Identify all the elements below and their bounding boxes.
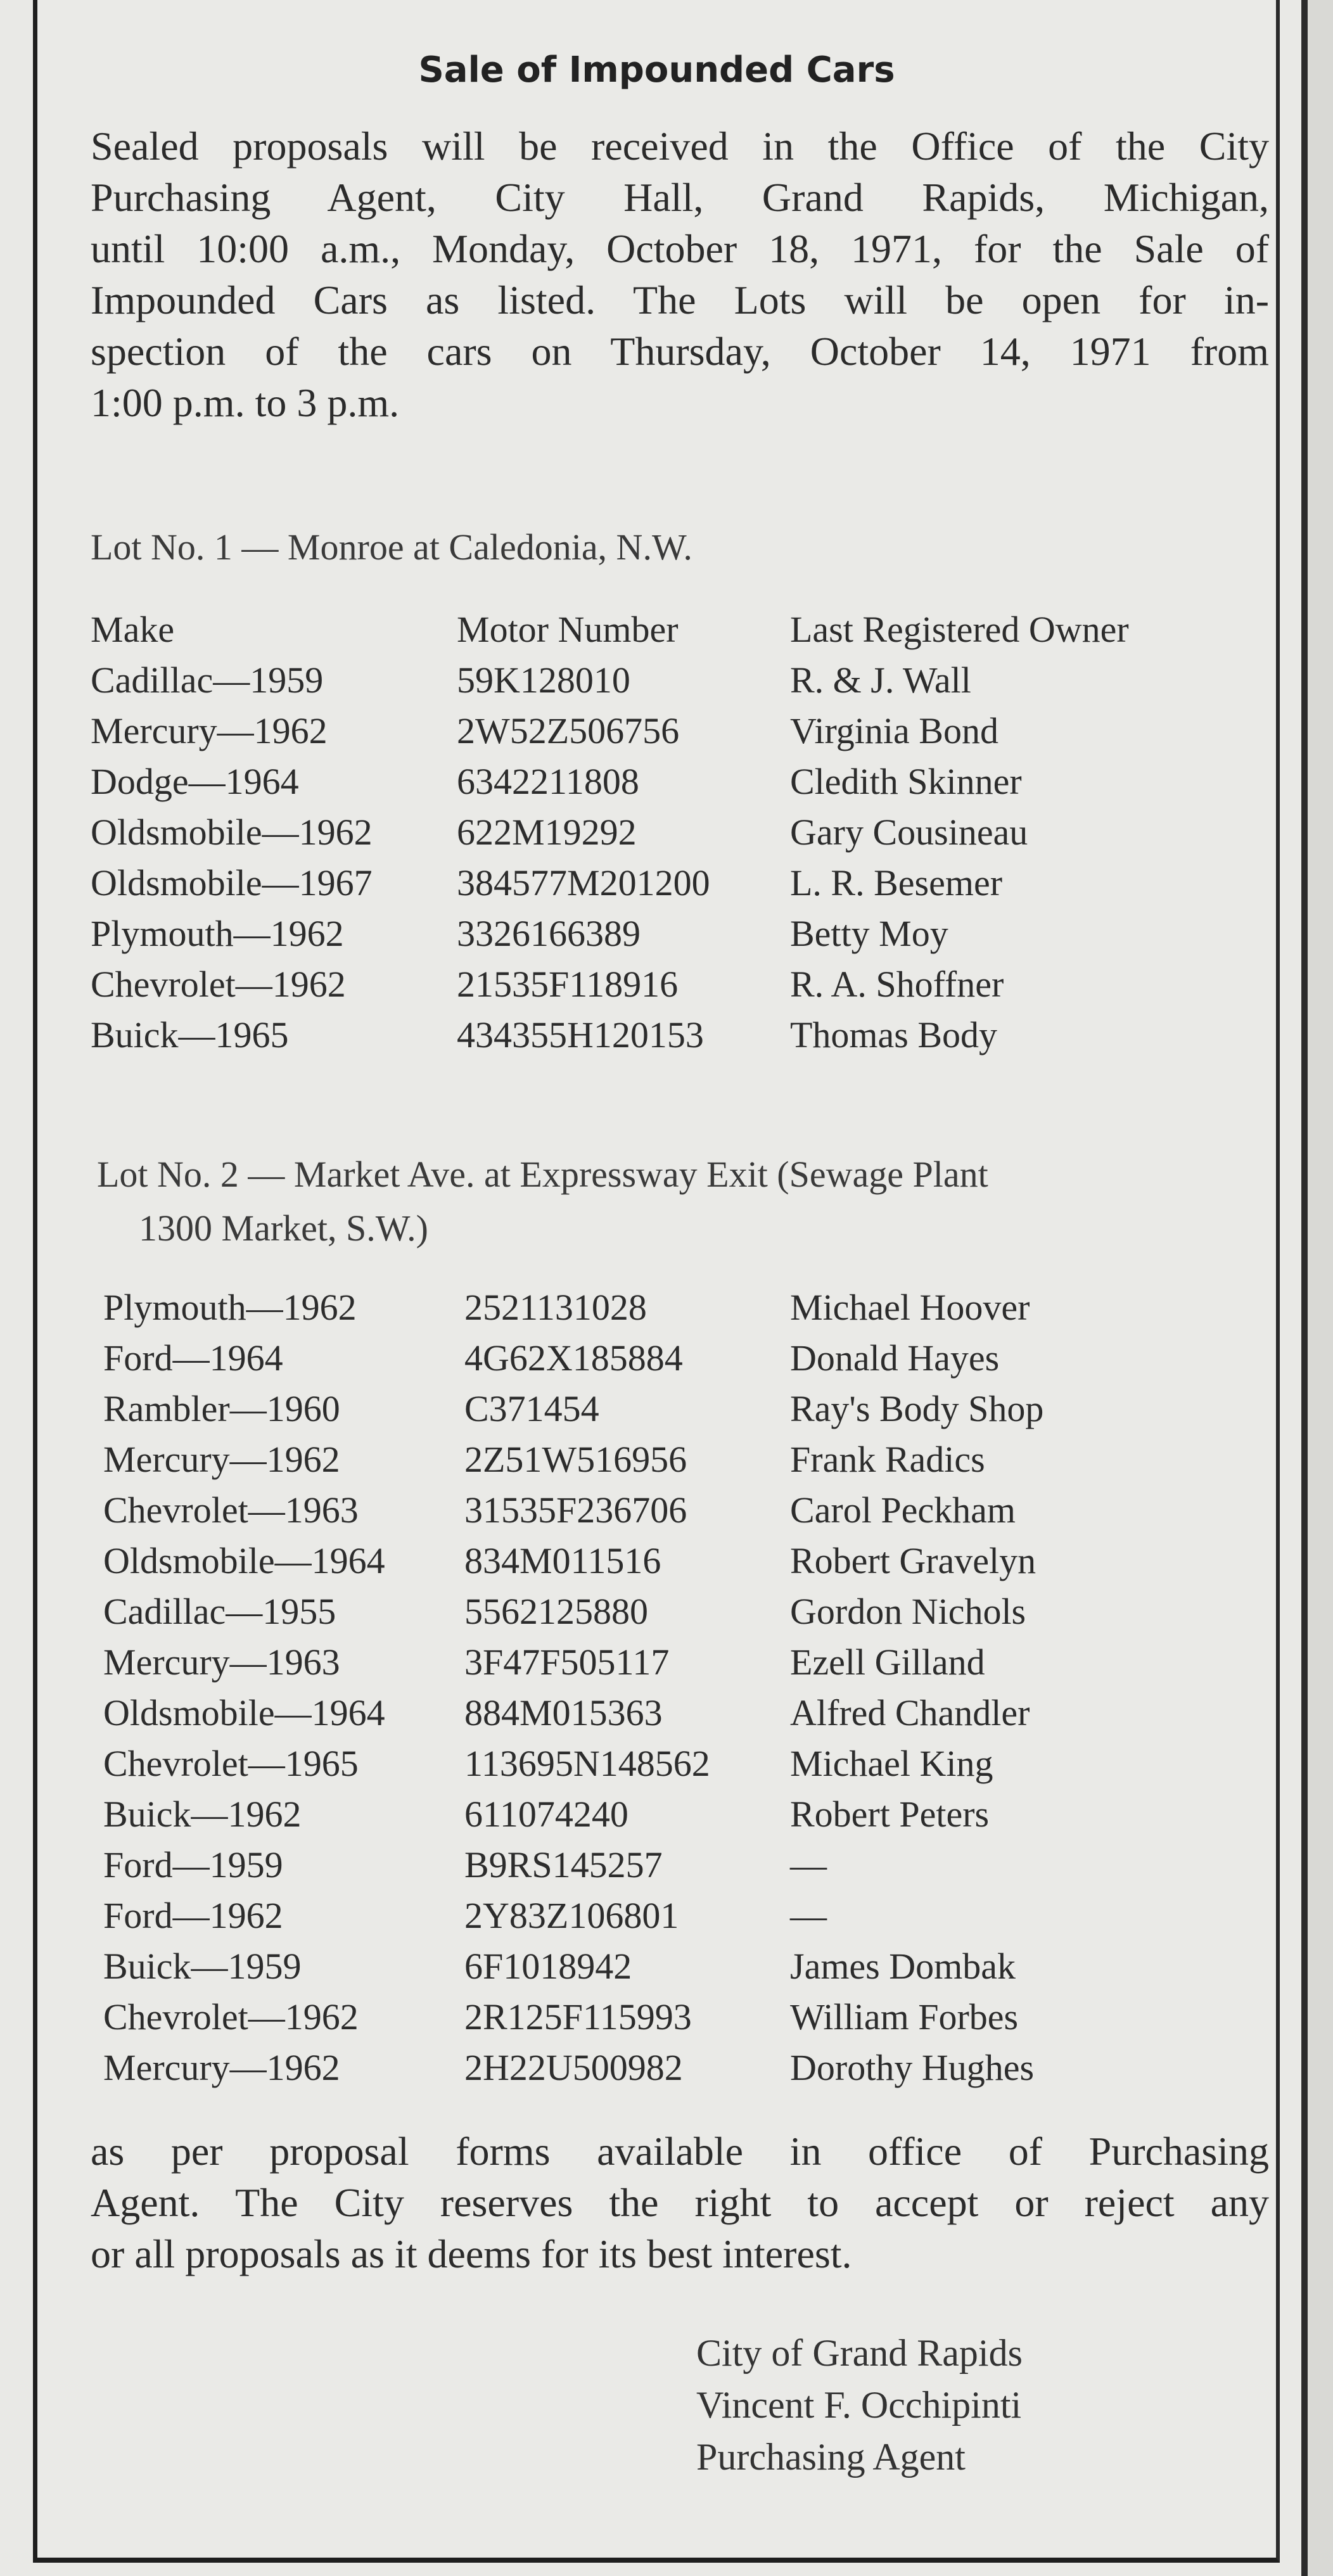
lot2-heading-line2: 1300 Market, S.W.) [139, 1208, 428, 1249]
intro-line: until 10:00 a.m., Monday, October 18, 1971, for the Sale of [91, 226, 1269, 271]
adjacent-column-edge [1308, 0, 1333, 2576]
car-make: Mercury—1962 [91, 710, 328, 751]
motor-number: 384577M201200 [457, 862, 710, 903]
intro-line: Impounded Cars as listed. The Lots will be open for in- [91, 277, 1269, 322]
car-make: Chevrolet—1962 [91, 964, 346, 1005]
motor-number: 31535F236706 [464, 1489, 687, 1531]
lot2-row [103, 1540, 1282, 1590]
lot2-row [103, 1793, 1282, 1844]
lot1-row [91, 912, 1269, 963]
last-owner: William Forbes [790, 1996, 1019, 2037]
last-owner: Thomas Body [790, 1014, 998, 1055]
lot2-row [103, 1641, 1282, 1692]
car-make: Mercury—1962 [103, 1439, 340, 1480]
motor-number: 113695N148562 [464, 1743, 710, 1784]
last-owner: L. R. Besemer [790, 862, 1003, 903]
last-owner: Cledith Skinner [790, 761, 1022, 802]
car-make: Rambler—1960 [103, 1388, 340, 1429]
motor-number: 21535F118916 [457, 964, 679, 1005]
column-header-motor-number: Motor Number [457, 609, 679, 650]
lot2-row [103, 1844, 1282, 1894]
car-make: Ford—1962 [103, 1895, 283, 1936]
last-owner: Gary Cousineau [790, 812, 1028, 853]
car-make: Oldsmobile—1964 [103, 1692, 385, 1733]
last-owner: — [790, 1895, 827, 1936]
lot2-row [103, 1590, 1282, 1641]
lot2-row [103, 1337, 1282, 1387]
last-owner: Carol Peckham [790, 1489, 1016, 1531]
motor-number: 611074240 [464, 1794, 628, 1835]
last-owner: James Dombak [790, 1946, 1016, 1987]
closing-line: as per proposal forms available in office of Purchasing [91, 2129, 1269, 2174]
motor-number: 884M015363 [464, 1692, 663, 1733]
last-owner: Gordon Nichols [790, 1591, 1026, 1632]
car-make: Buick—1965 [91, 1014, 289, 1055]
last-owner: Ray's Body Shop [790, 1388, 1044, 1429]
lot1-row [91, 760, 1269, 811]
car-make: Oldsmobile—1962 [91, 812, 373, 853]
last-owner: Alfred Chandler [790, 1692, 1030, 1733]
motor-number: 2Y83Z106801 [464, 1895, 679, 1936]
lot1-row [91, 1014, 1269, 1064]
last-owner: Betty Moy [790, 913, 948, 954]
car-make: Plymouth—1962 [103, 1287, 357, 1328]
car-make: Ford—1964 [103, 1337, 283, 1379]
column-header-make: Make [91, 609, 175, 650]
last-owner: Robert Gravelyn [790, 1540, 1036, 1581]
lot2-row [103, 1742, 1282, 1793]
closing-paragraph [91, 2126, 1269, 2280]
car-make: Cadillac—1955 [103, 1591, 336, 1632]
closing-line: or all proposals as it deems for its best interest. [91, 2231, 852, 2276]
motor-number: 4G62X185884 [464, 1337, 683, 1379]
car-make: Chevrolet—1963 [103, 1489, 359, 1531]
last-owner: Michael Hoover [790, 1287, 1030, 1328]
motor-number: 2521131028 [464, 1287, 647, 1328]
lot2-row [103, 1996, 1282, 2046]
lot2-row [103, 1387, 1282, 1438]
motor-number: 834M011516 [464, 1540, 661, 1581]
motor-number: 6342211808 [457, 761, 639, 802]
motor-number: 434355H120153 [457, 1014, 704, 1055]
lot2-row [103, 1692, 1282, 1742]
lot1-row [91, 963, 1269, 1014]
motor-number: 5562125880 [464, 1591, 648, 1632]
last-owner: — [790, 1844, 827, 1885]
legal-notice [33, 0, 1280, 2563]
last-owner: Dorothy Hughes [790, 2047, 1035, 2088]
signature-name: Vincent F. Occhipinti [696, 2384, 1022, 2426]
car-make: Buick—1962 [103, 1794, 302, 1835]
closing-line: Agent. The City reserves the right to accept or reject any [91, 2180, 1269, 2225]
lot1-row [91, 862, 1269, 912]
lot1-header-row [91, 608, 1269, 659]
lot1-row [91, 811, 1269, 862]
lot2-row [103, 1945, 1282, 1996]
motor-number: 622M19292 [457, 812, 637, 853]
intro-line: Purchasing Agent, City Hall, Grand Rapids, Michigan, [91, 175, 1269, 220]
car-make: Cadillac—1959 [91, 660, 324, 701]
motor-number: 2H22U500982 [464, 2047, 683, 2088]
car-make: Chevrolet—1965 [103, 1743, 359, 1784]
column-rule [1301, 0, 1308, 2576]
last-owner: Donald Hayes [790, 1337, 1000, 1379]
car-make: Oldsmobile—1967 [91, 862, 373, 903]
last-owner: R. & J. Wall [790, 660, 971, 701]
car-make: Oldsmobile—1964 [103, 1540, 385, 1581]
motor-number: 59K128010 [457, 660, 630, 701]
motor-number: 3326166389 [457, 913, 641, 954]
last-owner: Virginia Bond [790, 710, 998, 751]
lot2-row [103, 1489, 1282, 1540]
car-make: Ford—1959 [103, 1844, 283, 1885]
intro-paragraph [91, 120, 1269, 428]
lot1-heading: Lot No. 1 — Monroe at Caledonia, N.W. [91, 526, 692, 568]
motor-number: 6F1018942 [464, 1946, 632, 1987]
lot2-heading-line1: Lot No. 2 — Market Ave. at Expressway Exit (Sewage Plant [97, 1154, 988, 1195]
motor-number: C371454 [464, 1388, 599, 1429]
lot2-row [103, 2046, 1282, 2097]
motor-number: B9RS145257 [464, 1844, 663, 1885]
intro-line: 1:00 p.m. to 3 p.m. [91, 380, 400, 425]
lot1-row [91, 659, 1269, 710]
notice-title: Sale of Impounded Cars [418, 49, 895, 91]
column-header-owner: Last Registered Owner [790, 609, 1129, 650]
car-make: Buick—1959 [103, 1946, 302, 1987]
lot2-row [103, 1286, 1282, 1337]
last-owner: Robert Peters [790, 1794, 990, 1835]
lot2-row [103, 1894, 1282, 1945]
intro-line: Sealed proposals will be received in the Office of the City [91, 124, 1269, 169]
car-make: Mercury—1963 [103, 1642, 340, 1683]
car-make: Chevrolet—1962 [103, 1996, 359, 2037]
car-make: Mercury—1962 [103, 2047, 340, 2088]
intro-line: spection of the cars on Thursday, October 14, 1971 from [91, 329, 1269, 374]
car-make: Dodge—1964 [91, 761, 299, 802]
car-make: Plymouth—1962 [91, 913, 344, 954]
signature-role: Purchasing Agent [696, 2436, 966, 2478]
lot1-row [91, 710, 1269, 760]
motor-number: 2W52Z506756 [457, 710, 680, 751]
last-owner: Frank Radics [790, 1439, 985, 1480]
lot2-row [103, 1438, 1282, 1489]
motor-number: 2R125F115993 [464, 1996, 692, 2037]
motor-number: 2Z51W516956 [464, 1439, 687, 1480]
last-owner: Michael King [790, 1743, 993, 1784]
signature-org: City of Grand Rapids [696, 2332, 1023, 2374]
last-owner: Ezell Gilland [790, 1642, 985, 1683]
last-owner: R. A. Shoffner [790, 964, 1004, 1005]
motor-number: 3F47F505117 [464, 1642, 670, 1683]
